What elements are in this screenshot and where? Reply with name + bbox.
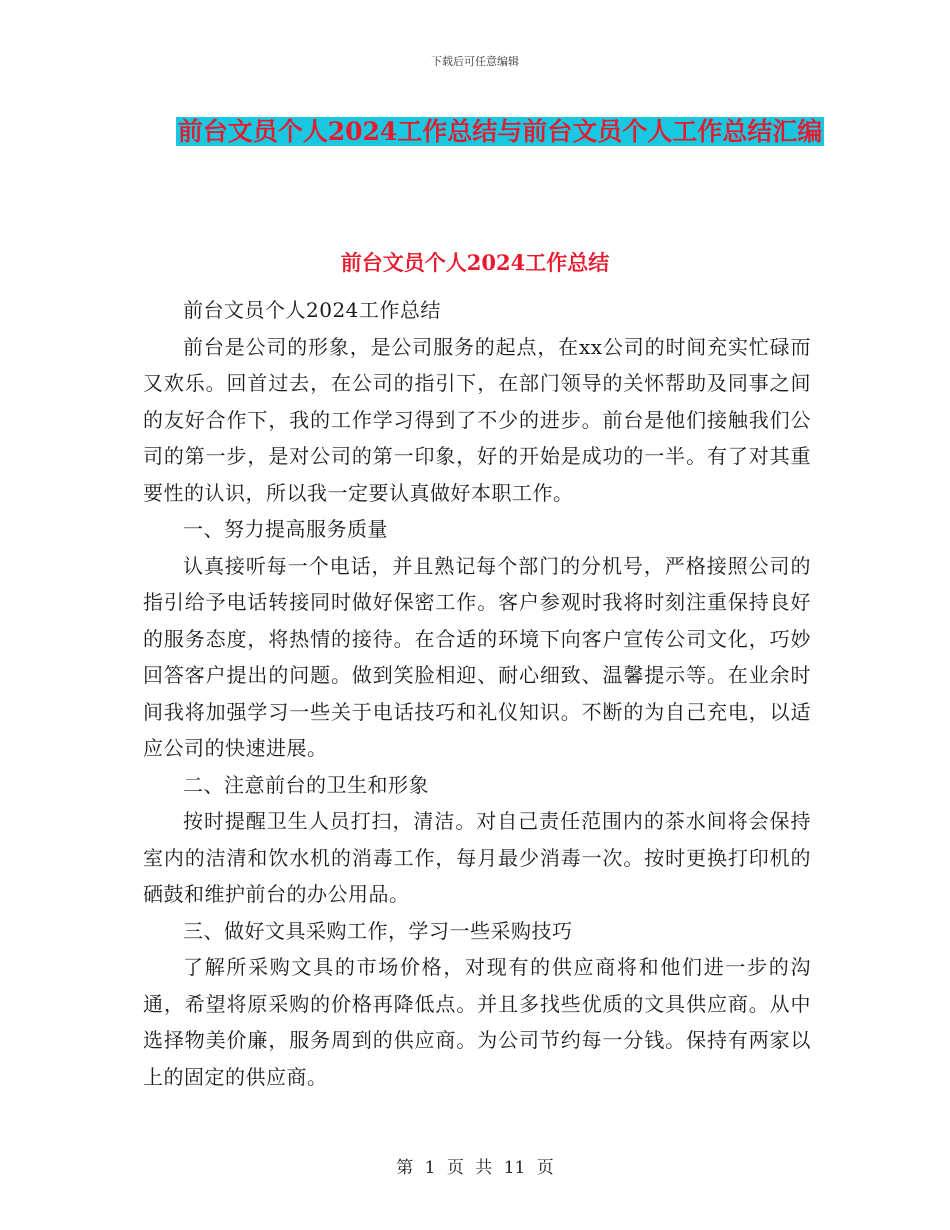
paragraph-section-3-heading: 三、做好文具采购工作，学习一些采购技巧 (183, 918, 573, 943)
paragraph-section-2-body: 按时提醒卫生人员打扫，清洁。对自己责任范围内的茶水间将会保持室内的洁清和饮水机的消毒工作，每月最少消毒一次。按时更换打印机的硒鼓和维护前台的办公用品。 (143, 809, 811, 906)
paragraph-section-1-body: 认真接听每一个电话，并且熟记每个部门的分机号，严格接照公司的指引给予电话转接同时做好保密工作。客户参观时我将时刻注重保持良好的服务态度，将热情的接待。在合适的环境下向客户宣传公司文化，巧妙回答客户提出的问题。做到笑脸相迎、耐心细致、温馨提示等。在业余时间我将加强学习一些关于电话技巧和礼仪知识。不断的为自己充电，以适应公司的快速进展。 (143, 553, 811, 760)
main-title-text: 前台文员个人2024工作总结与前台文员个人工作总结汇编 (177, 117, 823, 146)
paragraph-section-3-body: 了解所采购文具的市场价格，对现有的供应商将和他们进一步的沟通，希望将原采购的价格再降低点。并且多找些优质的文具供应商。从中选择物美价廉，服务周到的供应商。为公司节约每一分钱。保持有两家以上的固定的供应商。 (143, 955, 811, 1089)
paragraph-intro: 前台是公司的形象，是公司服务的起点，在xx公司的时间充实忙碌而又欢乐。回首过去，在公司的指引下，在部门领导的关怀帮助及同事之间的友好合作下，我的工作学习得到了不少的进步。前台是他们接触我们公司的第一步，是对公司的第一印象，好的开始是成功的一半。有了对其重要性的认识，所以我一定要认真做好本职工作。 (143, 334, 811, 505)
download-note: 下载后可任意编辑 (431, 55, 519, 68)
paragraph-section-1-heading: 一、努力提高服务质量 (183, 517, 388, 541)
paragraph-heading-repeat: 前台文员个人2024工作总结 (183, 298, 441, 322)
paragraph-section-2-heading: 二、注意前台的卫生和形象 (183, 772, 429, 797)
document-main-title (150, 110, 850, 154)
page-footer: 第 1 页 共 11 页 (396, 1158, 554, 1178)
section-title: 前台文员个人2024工作总结 (340, 250, 610, 275)
document-body (143, 292, 811, 1095)
